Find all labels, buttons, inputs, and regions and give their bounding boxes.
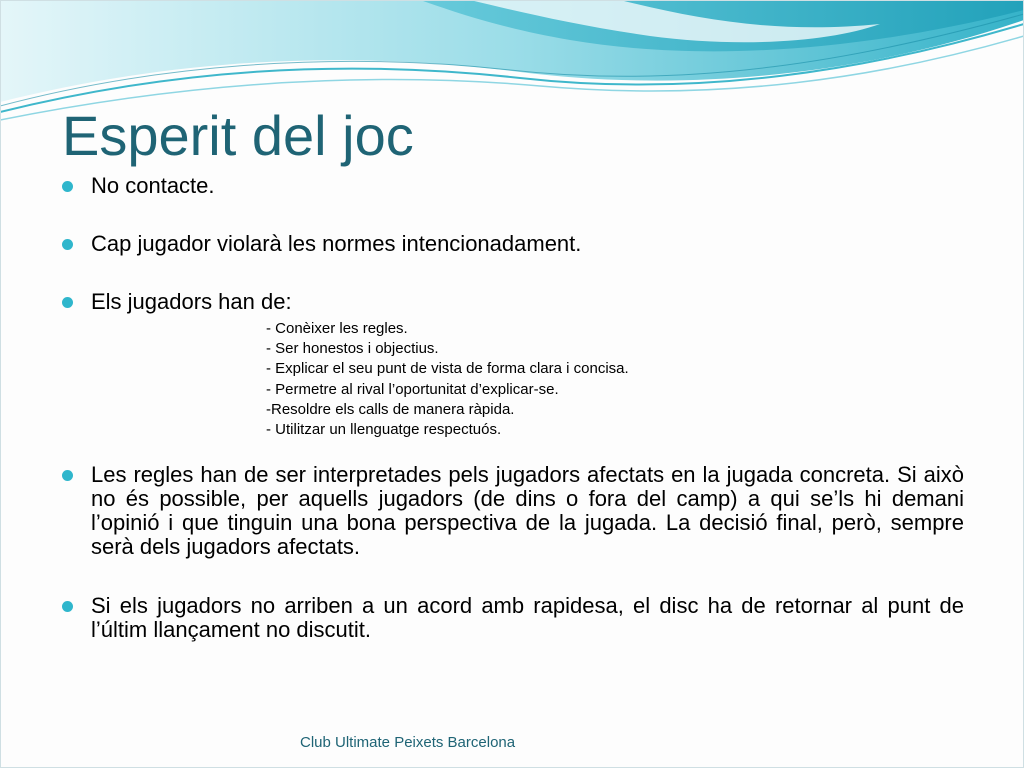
slide-title: Esperit del joc — [62, 104, 414, 167]
duty-item: - Ser honestos i objectius. — [266, 340, 439, 358]
bullet-players-must — [62, 290, 292, 314]
footer-club-name: Club Ultimate Peixets Barcelona — [300, 734, 516, 751]
duty-item: - Explicar el seu punt de vista de forma clara i concisa. — [266, 360, 629, 378]
bullet-dot-icon — [62, 470, 73, 481]
bullet-dot-icon — [62, 181, 73, 192]
bullet-text: No contacte. — [91, 173, 215, 198]
duty-item: - Permetre al rival l’oportunitat d’explicar-se. — [266, 380, 559, 398]
bullet-text: Cap jugador violarà les normes intencionadament. — [91, 231, 582, 256]
bullet-dot-icon — [62, 297, 73, 308]
bullet-no-agreement — [62, 594, 964, 642]
bullet-no-intentional-violation — [62, 232, 581, 256]
bullet-dot-icon — [62, 239, 73, 250]
duty-item: - Conèixer les regles. — [266, 320, 408, 337]
bullet-no-contact — [62, 174, 215, 198]
bullet-text: Si els jugadors no arriben a un acord amb rapidesa, el disc ha de retornar al punt de l’últim llançament no discutit. — [91, 593, 964, 642]
bullet-rules-interpretation — [62, 463, 964, 559]
bullet-text: Les regles han de ser interpretades pels jugadors afectats en la jugada concreta. Si això no és possible, per aquells jugadors (de dins o fora del camp) a qui se’ls hi demani l’opinió i que tinguin una bona perspectiva de la jugada. La decisió final, però, sempre serà dels jugadors afectats. — [91, 462, 964, 559]
duty-item: -Resoldre els calls de manera ràpida. — [266, 400, 515, 418]
duty-item: - Utilitzar un llenguatge respectuós. — [266, 421, 502, 439]
bullet-text: Els jugadors han de: — [91, 289, 292, 314]
players-duties-list — [266, 319, 629, 440]
bullet-dot-icon — [62, 601, 73, 612]
